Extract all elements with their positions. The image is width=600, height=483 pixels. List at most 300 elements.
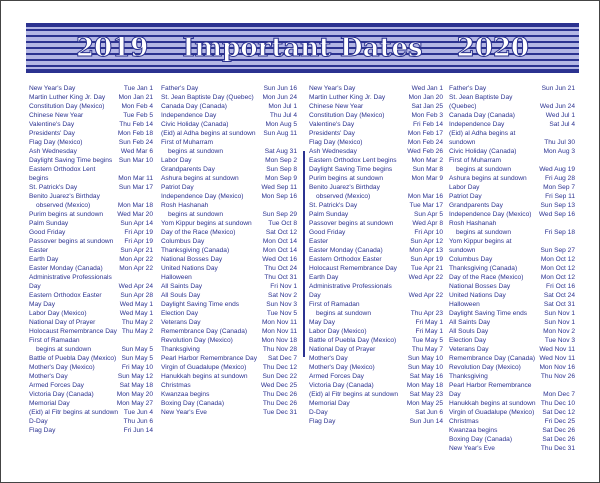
holiday-name: Memorial Day <box>309 400 350 407</box>
column-2019-second-half <box>161 84 297 417</box>
holiday-name-block <box>29 129 114 138</box>
holiday-date: Thu Dec 10 <box>540 400 575 407</box>
holiday-name-block <box>449 300 540 309</box>
date-entry <box>161 300 297 309</box>
holiday-date: Tue Mar 17 <box>409 202 443 209</box>
holiday-date: Thu Apr 23 <box>410 310 443 317</box>
holiday-name: May Day <box>29 301 56 308</box>
date-entry <box>161 408 297 417</box>
holiday-date: Sun May 10 <box>407 355 443 362</box>
holiday-date: Mon Oct 12 <box>540 274 575 281</box>
holiday-date: Mon Mar 18 <box>117 202 153 209</box>
date-entry <box>449 372 575 381</box>
date-entry <box>449 174 575 183</box>
holiday-name-block <box>29 246 116 255</box>
holiday-name-block <box>449 336 541 345</box>
title-banner <box>26 23 579 73</box>
holiday-name-block <box>309 390 406 399</box>
date-entry <box>161 183 297 192</box>
holiday-date: Sun Sep 27 <box>540 247 575 254</box>
holiday-name: New Year's Eve <box>161 409 207 416</box>
holiday-name: First of Muharram <box>161 139 214 146</box>
holiday-name-block <box>449 372 537 381</box>
holiday-name-block <box>309 129 404 138</box>
holiday-name: New Year's Eve <box>449 445 495 452</box>
holiday-date: Sat May 18 <box>119 382 153 389</box>
holiday-name-block <box>449 264 537 273</box>
date-entry <box>29 192 153 210</box>
holiday-date: Wed Mar 6 <box>120 148 153 155</box>
holiday-name: Veterans Day <box>161 319 201 326</box>
holiday-name-block <box>161 219 264 228</box>
holiday-name-block <box>449 291 540 300</box>
date-entry <box>29 390 153 399</box>
holiday-name-block <box>449 282 542 291</box>
holiday-name: Thanksgiving <box>449 373 488 380</box>
holiday-name: New Year's Day <box>309 85 356 92</box>
date-entry <box>449 84 575 93</box>
holiday-date: Wed Oct 16 <box>262 256 297 263</box>
holiday-name-block <box>29 138 115 147</box>
date-entry <box>309 255 443 264</box>
date-entry <box>309 111 443 120</box>
date-entry <box>29 129 153 138</box>
holiday-date: Sun Apr 14 <box>120 220 153 227</box>
date-entry <box>309 84 443 93</box>
holiday-name: Election Day <box>449 337 487 344</box>
date-entry <box>309 219 443 228</box>
date-entry <box>449 327 575 336</box>
holiday-name: Halloween <box>449 301 480 308</box>
holiday-name-block <box>161 228 262 237</box>
date-entry <box>29 327 153 336</box>
date-entry <box>449 156 575 174</box>
date-entry <box>161 192 297 201</box>
holiday-name-block <box>161 156 261 165</box>
holiday-date: Wed Feb 26 <box>407 148 443 155</box>
holiday-name-block <box>161 327 258 336</box>
date-entry <box>161 381 297 390</box>
holiday-name: All Souls Day <box>449 328 489 335</box>
holiday-date: Sun Mar 8 <box>412 166 443 173</box>
holiday-name: Columbus Day <box>161 238 205 245</box>
holiday-name-block <box>309 381 403 390</box>
holiday-name: Valentine's Day <box>309 121 355 128</box>
holiday-name: Mother's Day (Mexico) <box>309 364 375 371</box>
holiday-date: Thu Dec 26 <box>262 400 297 407</box>
date-entry <box>29 111 153 120</box>
date-entry <box>29 156 153 165</box>
holiday-name-block <box>161 345 259 354</box>
holiday-date: Sat Nov 2 <box>268 292 297 299</box>
holiday-name-block <box>29 102 117 111</box>
holiday-date: Mon Apr 22 <box>119 265 153 272</box>
date-entry <box>309 210 443 219</box>
holiday-date: Mon May 18 <box>406 382 443 389</box>
holiday-date: Sat May 16 <box>409 373 443 380</box>
date-entry <box>161 93 297 102</box>
date-entry <box>29 408 153 417</box>
holiday-name-block <box>161 318 258 327</box>
date-entry <box>449 237 575 255</box>
holiday-name-block <box>161 408 259 417</box>
holiday-date: Sun Jun 14 <box>409 418 443 425</box>
holiday-name-block <box>29 147 117 156</box>
holiday-date: Mon Oct 14 <box>262 238 297 245</box>
holiday-name: Revolution Day (Mexico) <box>449 364 521 371</box>
holiday-name-block <box>29 309 116 318</box>
date-entry <box>309 399 443 408</box>
holiday-name: First of Ramadan <box>309 301 360 308</box>
holiday-name: Day of the Race (Mexico) <box>449 274 524 281</box>
holiday-name-block <box>29 417 120 426</box>
holiday-date: Thu May 2 <box>121 319 153 326</box>
holiday-date: Fri Apr 10 <box>414 229 443 236</box>
holiday-name: Independence Day <box>449 121 505 128</box>
holiday-name: Administrative Professionals Day <box>309 283 392 299</box>
holiday-name: Kwanzaa begins <box>449 427 498 434</box>
date-entry <box>161 156 297 165</box>
holiday-name-block <box>449 201 537 210</box>
date-entry <box>309 138 443 147</box>
holiday-name: Holocaust Remembrance Day <box>29 328 117 335</box>
date-entry <box>309 156 443 165</box>
holiday-name-block <box>449 408 538 417</box>
holiday-date: Thu Feb 14 <box>119 121 153 128</box>
holiday-name-block <box>309 255 406 264</box>
holiday-name-block <box>449 111 542 120</box>
holiday-name: Independence Day (Mexico) <box>161 193 244 200</box>
holiday-date: Tue Feb 5 <box>123 112 153 119</box>
holiday-name-continued: begins at sundown <box>36 346 91 353</box>
holiday-date: Fri Oct 16 <box>546 283 575 290</box>
holiday-date: Wed Nov 11 <box>539 346 575 353</box>
holiday-date: Fri Aug 28 <box>544 175 575 182</box>
holiday-name-block <box>449 435 538 444</box>
holiday-name-block <box>309 372 406 381</box>
date-entry <box>161 336 297 345</box>
holiday-name-block <box>161 129 259 138</box>
holiday-name: Mother's Day <box>29 373 68 380</box>
holiday-date: Mon Apr 13 <box>409 247 443 254</box>
holiday-date: Sat Dec 12 <box>542 409 575 416</box>
year-right: 2020 <box>456 33 530 63</box>
holiday-date: Tue Jan 1 <box>123 85 153 92</box>
holiday-name: National Day of Prayer <box>29 319 96 326</box>
holiday-date: Wed May 1 <box>119 310 153 317</box>
holiday-name: Ashura begins at sundown <box>449 175 527 182</box>
holiday-date: Tue Nov 5 <box>266 310 297 317</box>
holiday-date: Mon May 27 <box>116 400 153 407</box>
holiday-date: Mon Feb 3 <box>411 112 443 119</box>
date-entry <box>449 255 575 264</box>
holiday-date: Sun Jun 16 <box>263 85 297 92</box>
date-entry <box>449 336 575 345</box>
date-entry <box>449 282 575 291</box>
holiday-date: Fri Nov 1 <box>270 283 297 290</box>
holiday-name-block <box>161 201 259 219</box>
holiday-date: Thu Jun 6 <box>123 418 153 425</box>
holiday-name-block <box>161 309 263 318</box>
holiday-date: Tue Dec 31 <box>263 409 297 416</box>
holiday-name: Grandparents Day <box>161 166 215 173</box>
holiday-name: Valentine's Day <box>29 121 75 128</box>
holiday-date: Sat Oct 12 <box>265 229 297 236</box>
date-entry <box>161 84 297 93</box>
date-entry <box>29 93 153 102</box>
holiday-date: Mon Apr 22 <box>119 256 153 263</box>
holiday-name-block <box>449 318 540 327</box>
holiday-name-block <box>449 237 537 255</box>
holiday-name-block <box>161 264 260 273</box>
holiday-name: Easter Monday (Canada) <box>29 265 103 272</box>
date-entry <box>161 255 297 264</box>
holiday-date: Mon Feb 4 <box>121 103 153 110</box>
holiday-date: Thu Nov 28 <box>262 346 297 353</box>
holiday-date: Sat Dec 26 <box>542 436 575 443</box>
column-2019-first-half <box>29 84 153 435</box>
holiday-name-block <box>161 381 257 390</box>
holiday-date: Wed Apr 22 <box>408 274 443 281</box>
date-entry <box>161 273 297 282</box>
holiday-date: Sun Nov 3 <box>266 301 297 308</box>
holiday-name-block <box>29 318 118 327</box>
holiday-name-block <box>309 273 405 282</box>
holiday-name-block <box>309 237 406 246</box>
holiday-name: St. Jean Baptiste Day (Quebec) <box>449 94 513 110</box>
holiday-date: Thu May 7 <box>411 346 443 353</box>
date-entry <box>29 210 153 219</box>
holiday-name: All Saints Day <box>449 319 491 326</box>
holiday-name: (Eid) al Adha begins at sundown <box>449 130 516 146</box>
holiday-date: Sun Mar 17 <box>118 184 153 191</box>
date-entry <box>161 237 297 246</box>
holiday-name: Canada Day (Canada) <box>161 103 227 110</box>
holiday-name-block <box>449 129 540 147</box>
holiday-name-block <box>161 273 260 282</box>
date-entry <box>29 102 153 111</box>
holiday-date: Tue Apr 21 <box>410 265 443 272</box>
holiday-name: All Souls Day <box>161 292 201 299</box>
holiday-name: Boxing Day (Canada) <box>161 400 225 407</box>
holiday-name: D-Day <box>309 409 328 416</box>
holiday-name: Civic Holiday (Canada) <box>449 148 517 155</box>
date-entry <box>29 291 153 300</box>
holiday-name: Battle of Puebla Day (Mexico) <box>309 337 397 344</box>
holiday-name-block <box>309 219 408 228</box>
date-entry <box>161 201 297 219</box>
holiday-name: Purim begins at sundown <box>29 211 104 218</box>
holiday-date: Fri Dec 25 <box>544 418 575 425</box>
holiday-date: Wed Dec 25 <box>260 382 297 389</box>
holiday-date: Mon Oct 12 <box>540 265 575 272</box>
date-entry <box>309 372 443 381</box>
holiday-name: Yom Kippur begins at sundown <box>161 220 252 227</box>
holiday-date: Mon Jan 20 <box>408 94 443 101</box>
column-2020-second-half <box>449 84 575 453</box>
holiday-name-block <box>29 93 115 102</box>
holiday-date: Sat Oct 24 <box>543 292 575 299</box>
holiday-name-block <box>29 219 116 228</box>
date-entry <box>309 246 443 255</box>
holiday-name: National Day of Prayer <box>309 346 376 353</box>
holiday-name-block <box>29 84 120 93</box>
holiday-name-block <box>29 327 118 336</box>
holiday-date: Sun Sep 8 <box>266 166 297 173</box>
holiday-name-block <box>29 273 115 291</box>
holiday-name: First of Muharram <box>449 157 502 164</box>
holiday-date: Thu Jul 4 <box>269 112 297 119</box>
date-entry <box>449 381 575 399</box>
date-entry <box>29 336 153 354</box>
holiday-name: Daylight Saving Time ends <box>161 301 240 308</box>
holiday-name-block <box>449 147 539 156</box>
holiday-name-block <box>29 111 119 120</box>
date-entry <box>309 390 443 399</box>
date-entry <box>29 363 153 372</box>
holiday-name-block <box>29 354 117 363</box>
holiday-date: Mon Dec 7 <box>543 391 575 398</box>
holiday-name: Christmas <box>449 418 479 425</box>
holiday-date: Sat Jul 4 <box>549 121 575 128</box>
holiday-name: Veterans Day <box>449 346 489 353</box>
holiday-date: Mon Nov 16 <box>539 364 575 371</box>
date-entry <box>449 426 575 435</box>
holiday-name: Thanksgiving <box>161 346 200 353</box>
date-entry <box>449 435 575 444</box>
holiday-date: Fri Sep 18 <box>544 229 575 236</box>
holiday-name-continued: begins at sundown <box>456 166 511 173</box>
holiday-name: Rosh Hashanah <box>161 202 209 209</box>
date-entry <box>309 129 443 138</box>
holiday-date: Sun Sep 29 <box>262 211 297 218</box>
holiday-date: Sun May 5 <box>121 346 153 353</box>
holiday-name: Good Friday <box>29 229 66 236</box>
date-entry <box>449 345 575 354</box>
holiday-name: Daylight Saving Time begins <box>29 157 113 164</box>
holiday-name: Presidents' Day <box>309 130 355 137</box>
date-entry <box>309 120 443 129</box>
page-title: Important Dates <box>182 33 423 63</box>
holiday-name: Patriot Day <box>161 184 194 191</box>
holiday-date: Fri Sep 11 <box>545 193 575 200</box>
holiday-date: Sun Nov 1 <box>544 319 575 326</box>
holiday-name-block <box>309 282 405 300</box>
date-entry <box>161 309 297 318</box>
holiday-name-block <box>309 264 407 273</box>
year-divider <box>303 151 305 357</box>
holiday-date: Sat May 23 <box>409 391 443 398</box>
holiday-name: Thanksgiving (Canada) <box>449 265 518 272</box>
holiday-name: Martin Luther King Jr. Day <box>29 94 106 101</box>
holiday-date: Wed Aug 19 <box>539 166 575 173</box>
holiday-name-block <box>161 336 257 345</box>
holiday-name: Battle of Puebla Day (Mexico) <box>29 355 117 362</box>
holiday-name-block <box>29 300 116 309</box>
holiday-date: Sat Oct 31 <box>543 301 575 308</box>
holiday-name: Yom Kippur begins at sundown <box>449 238 512 254</box>
holiday-date: Thu Dec 12 <box>262 364 297 371</box>
holiday-name-continued: begins at sundown <box>456 229 511 236</box>
holiday-name: Remembrance Day (Canada) <box>161 328 248 335</box>
holiday-name: Labor Day (Mexico) <box>309 328 367 335</box>
date-entry <box>449 363 575 372</box>
date-entry <box>449 111 575 120</box>
holiday-date: Mon Jun 24 <box>262 94 297 101</box>
date-entry <box>161 129 297 138</box>
holiday-name: Easter <box>29 247 49 254</box>
holiday-name-block <box>161 93 259 102</box>
holiday-name: Thanksgiving (Canada) <box>161 247 230 254</box>
holiday-name-block <box>309 345 408 354</box>
holiday-name-block <box>161 291 264 300</box>
holiday-name: Virgin of Guadalupe (Mexico) <box>161 364 247 371</box>
holiday-name: (Eid) al Adha begins at sundown <box>161 130 256 137</box>
holiday-date: Sun May 10 <box>407 364 443 371</box>
holiday-date: Sun Apr 21 <box>120 247 153 254</box>
holiday-name-block <box>309 228 410 237</box>
holiday-date: Mon Sep 2 <box>265 157 297 164</box>
holiday-date: Wed May 1 <box>119 301 153 308</box>
holiday-name-block <box>449 156 535 174</box>
column-2020-first-half <box>309 84 443 426</box>
holiday-name-block <box>309 246 405 255</box>
holiday-date: Sun Jun 21 <box>541 85 575 92</box>
date-entry <box>161 219 297 228</box>
holiday-name-block <box>161 399 259 408</box>
date-entry <box>449 192 575 201</box>
holiday-date: Sun Mar 10 <box>118 157 153 164</box>
date-entry <box>29 399 153 408</box>
holiday-name: Ash Wednesday <box>29 148 77 155</box>
holiday-name-block <box>29 165 114 183</box>
holiday-date: Mon Mar 11 <box>118 175 153 182</box>
date-entry <box>309 417 443 426</box>
date-entry <box>161 165 297 174</box>
holiday-date: Sun May 12 <box>117 373 153 380</box>
holiday-name: Benito Juarez's Birthday <box>29 193 100 200</box>
holiday-date: Fri May 10 <box>121 364 153 371</box>
holiday-name-block <box>449 354 535 363</box>
holiday-name-block <box>29 408 120 417</box>
holiday-date: Sat Aug 31 <box>264 148 297 155</box>
holiday-name-block <box>309 147 403 156</box>
date-entry <box>29 318 153 327</box>
holiday-date: Wed Jun 24 <box>539 103 575 110</box>
date-entry <box>449 264 575 273</box>
holiday-name-block <box>161 102 264 111</box>
holiday-name-block <box>309 120 409 129</box>
holiday-date: Sun Nov 1 <box>544 310 575 317</box>
holiday-name-block <box>449 399 537 408</box>
holiday-name-block <box>161 237 259 246</box>
date-entry <box>29 255 153 264</box>
holiday-date: Sat Dec 7 <box>268 355 297 362</box>
holiday-name-block <box>449 183 539 192</box>
date-entry <box>161 318 297 327</box>
holiday-name-block <box>309 327 412 336</box>
holiday-name-block <box>161 165 262 174</box>
holiday-name: Holocaust Remembrance Day <box>309 265 397 272</box>
date-entry <box>449 273 575 282</box>
holiday-name-block <box>449 255 537 264</box>
holiday-name-block <box>309 399 403 408</box>
holiday-date: Fri Apr 19 <box>124 229 153 236</box>
holiday-name-block <box>161 174 261 183</box>
holiday-date: Thu May 2 <box>121 328 153 335</box>
holiday-date: Sat Dec 26 <box>542 427 575 434</box>
holiday-name-continued: begins at sundown <box>168 148 223 155</box>
